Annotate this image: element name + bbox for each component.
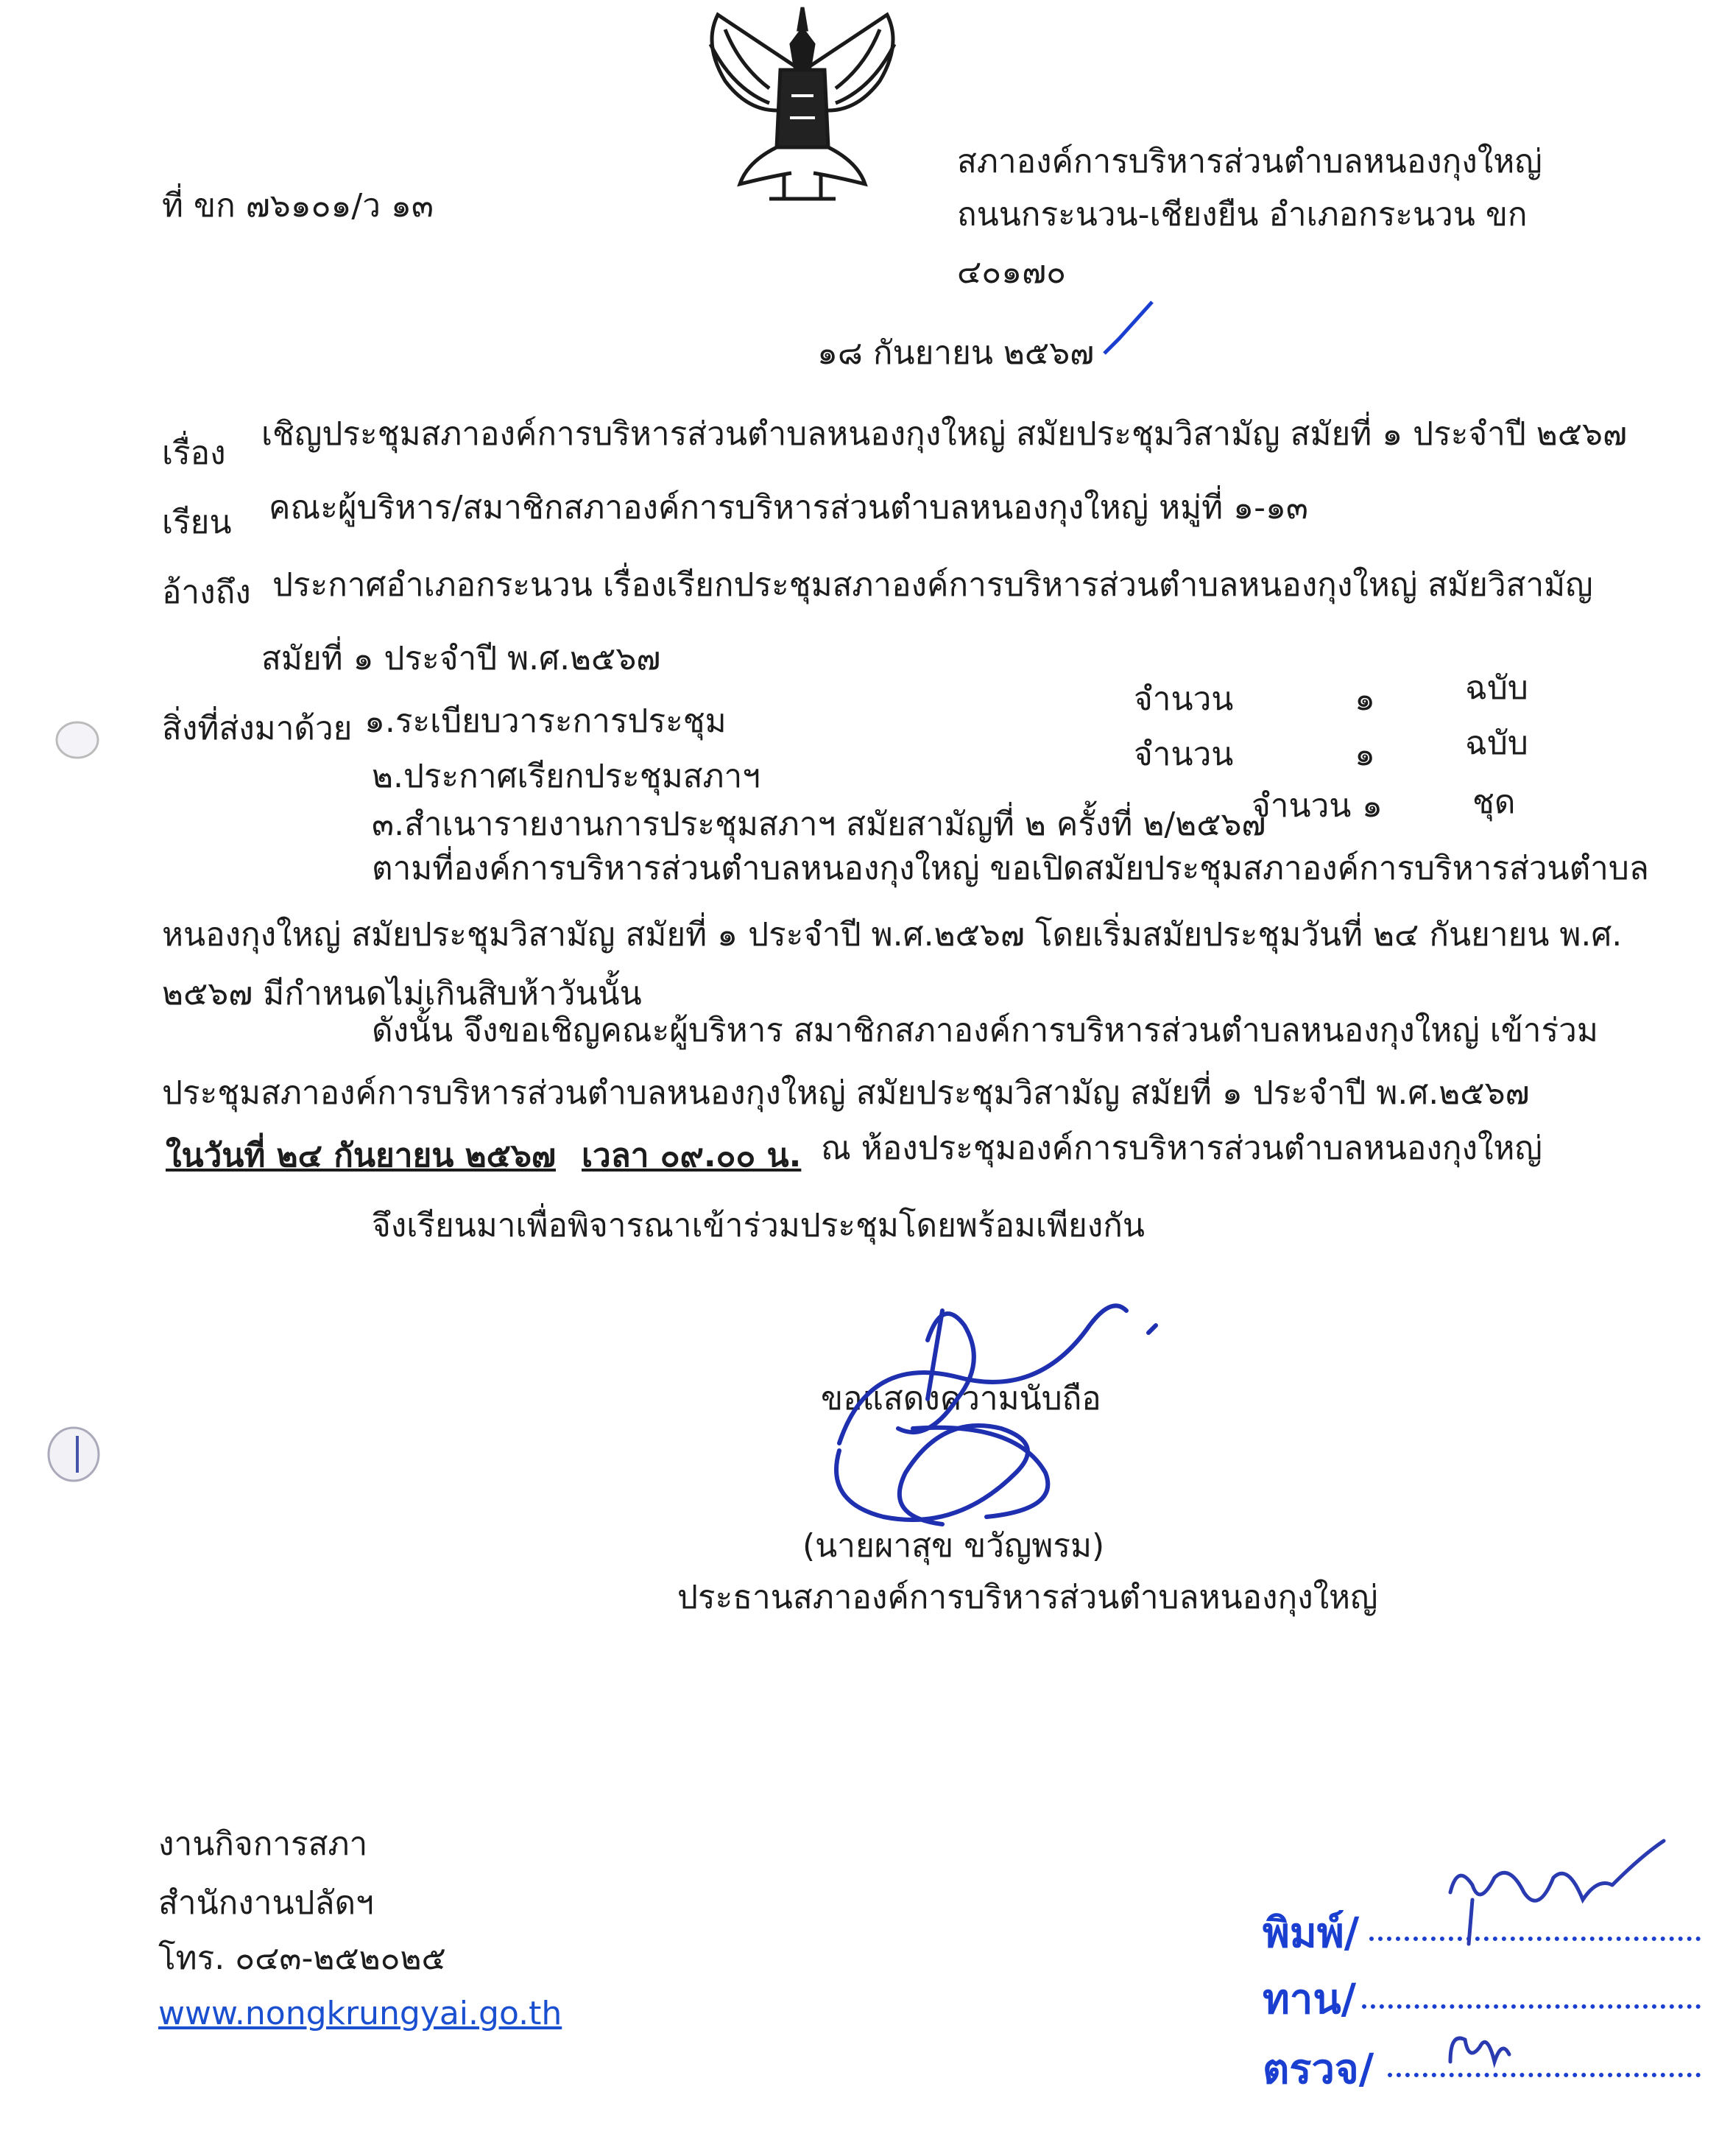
website-link[interactable]: www.nongkrungyai.go.th [158, 1995, 562, 2032]
signer-name: (นายผาสุข ขวัญพรม) [802, 1527, 1105, 1565]
subject-label: เรื่อง [162, 434, 226, 472]
reference-line2: สมัยที่ ๑ ประจำปี พ.ศ.๒๕๖๗ [261, 640, 661, 677]
org-address-line1: สภาองค์การบริหารส่วนตำบลหนองกุงใหญ่ [957, 143, 1542, 180]
recipient-label: เรียน [162, 504, 232, 541]
enclosure-item-3: ๓.สำเนารายงานการประชุมสภาฯ สมัยสามัญที่ ๒ ครั้งที่ ๒/๒๕๖๗ [372, 806, 1266, 843]
stamp-initials-check [1436, 2018, 1524, 2084]
footer-department: งานกิจการสภา [158, 1825, 368, 1863]
punch-hole-top [52, 718, 103, 762]
stamp-initials-typed [1428, 1833, 1671, 1951]
stamp-check-line [1388, 2073, 1701, 2077]
enclosure-3-qty-label: จำนวน [1252, 787, 1352, 825]
punch-hole-bottom [29, 1414, 110, 1495]
enclosure-item-2: ๒.ประกาศเรียกประชุมสภาฯ [372, 758, 760, 795]
enclosure-1-qty-label: จำนวน [1134, 680, 1234, 718]
closing-sentence: จึงเรียนมาเพื่อพิจารณาเข้าร่วมประชุมโดยพร้อมเพียงกัน [372, 1207, 1145, 1244]
body-p2-line1: ดังนั้น จึงขอเชิญคณะผู้บริหาร สมาชิกสภาองค์การบริหารส่วนตำบลหนองกุงใหญ่ เข้าร่วม [372, 1012, 1598, 1049]
body-p2-line2: ประชุมสภาองค์การบริหารส่วนตำบลหนองกุงใหญ่ สมัยประชุมวิสามัญ สมัยที่ ๑ ประจำปี พ.ศ.๒๕๖๗ [162, 1074, 1530, 1112]
stamp-check-label: ตรวจ/ [1263, 2045, 1374, 2093]
stamp-typed-label: พิมพ์/ [1263, 1909, 1360, 1957]
body-p1-line2: หนองกุงใหญ่ สมัยประชุมวิสามัญ สมัยที่ ๑ ประจำปี พ.ศ.๒๕๖๗ โดยเริ่มสมัยประชุมวันที่ ๒๔ กันยายน พ.ศ. [162, 916, 1623, 954]
enclosure-3-unit: ชุด [1472, 783, 1516, 821]
enclosures-label: สิ่งที่ส่งมาด้วย [162, 710, 353, 747]
enclosure-2-qty: ๑ [1355, 736, 1375, 773]
date-check-mark [1090, 295, 1163, 368]
enclosure-1-unit: ฉบับ [1465, 669, 1528, 707]
enclosure-item-1: ๑.ระเบียบวาระการประชุม [364, 702, 727, 740]
enclosure-2-unit: ฉบับ [1465, 725, 1528, 762]
org-address-line2: ถนนกระนวน-เชียงยืน อำเภอกระนวน ขก [957, 196, 1528, 233]
regards-text: ขอแสดงความนับถือ [821, 1380, 1101, 1417]
body-p1-line3: ๒๕๖๗ มีกำหนดไม่เกินสิบห้าวันนั้น [162, 975, 642, 1012]
meeting-place: ณ ห้องประชุมองค์การบริหารส่วนตำบลหนองกุงใหญ่ [821, 1130, 1542, 1167]
reference-label: อ้างถึง [162, 574, 251, 611]
signature [795, 1281, 1178, 1546]
reference-number: ที่ ขก ๗๖๑๐๑/ว ๑๓ [162, 187, 434, 225]
enclosure-2-qty-label: จำนวน [1134, 736, 1234, 773]
garuda-emblem [674, 0, 931, 210]
enclosure-1-qty: ๑ [1355, 680, 1375, 718]
recipient-text: คณะผู้บริหาร/สมาชิกสภาองค์การบริหารส่วนตำบลหนองกุงใหญ่ หมู่ที่ ๑-๑๓ [269, 489, 1308, 526]
meeting-time: เวลา ๐๙.๐๐ น. [582, 1137, 802, 1174]
org-postal-code: ๔๐๑๗๐ [957, 253, 1067, 291]
meeting-date: ในวันที่ ๒๔ กันยายน ๒๕๖๗ [166, 1137, 556, 1174]
footer-office: สำนักงานปลัดฯ [158, 1884, 374, 1922]
letter-date: ๑๘ กันยายน ๒๕๖๗ [817, 334, 1095, 372]
stamp-proof-line [1362, 2004, 1701, 2009]
stamp-proof-label: ทาน/ [1263, 1975, 1357, 2023]
footer-phone: โทร. ๐๔๓-๒๕๒๐๒๕ [158, 1940, 446, 1977]
reference-line1: ประกาศอำเภอกระนวน เรื่องเรียกประชุมสภาองค์การบริหารส่วนตำบลหนองกุงใหญ่ สมัยวิสามัญ [272, 566, 1593, 604]
enclosure-3-qty: ๑ [1362, 787, 1383, 825]
signer-position: ประธานสภาองค์การบริหารส่วนตำบลหนองกุงใหญ่ [677, 1579, 1378, 1616]
subject-text: เชิญประชุมสภาองค์การบริหารส่วนตำบลหนองกุงใหญ่ สมัยประชุมวิสามัญ สมัยที่ ๑ ประจำปี ๒๕๖๗ [261, 415, 1628, 453]
body-p1-line1: ตามที่องค์การบริหารส่วนตำบลหนองกุงใหญ่ ขอเปิดสมัยประชุมสภาองค์การบริหารส่วนตำบล [372, 850, 1649, 887]
